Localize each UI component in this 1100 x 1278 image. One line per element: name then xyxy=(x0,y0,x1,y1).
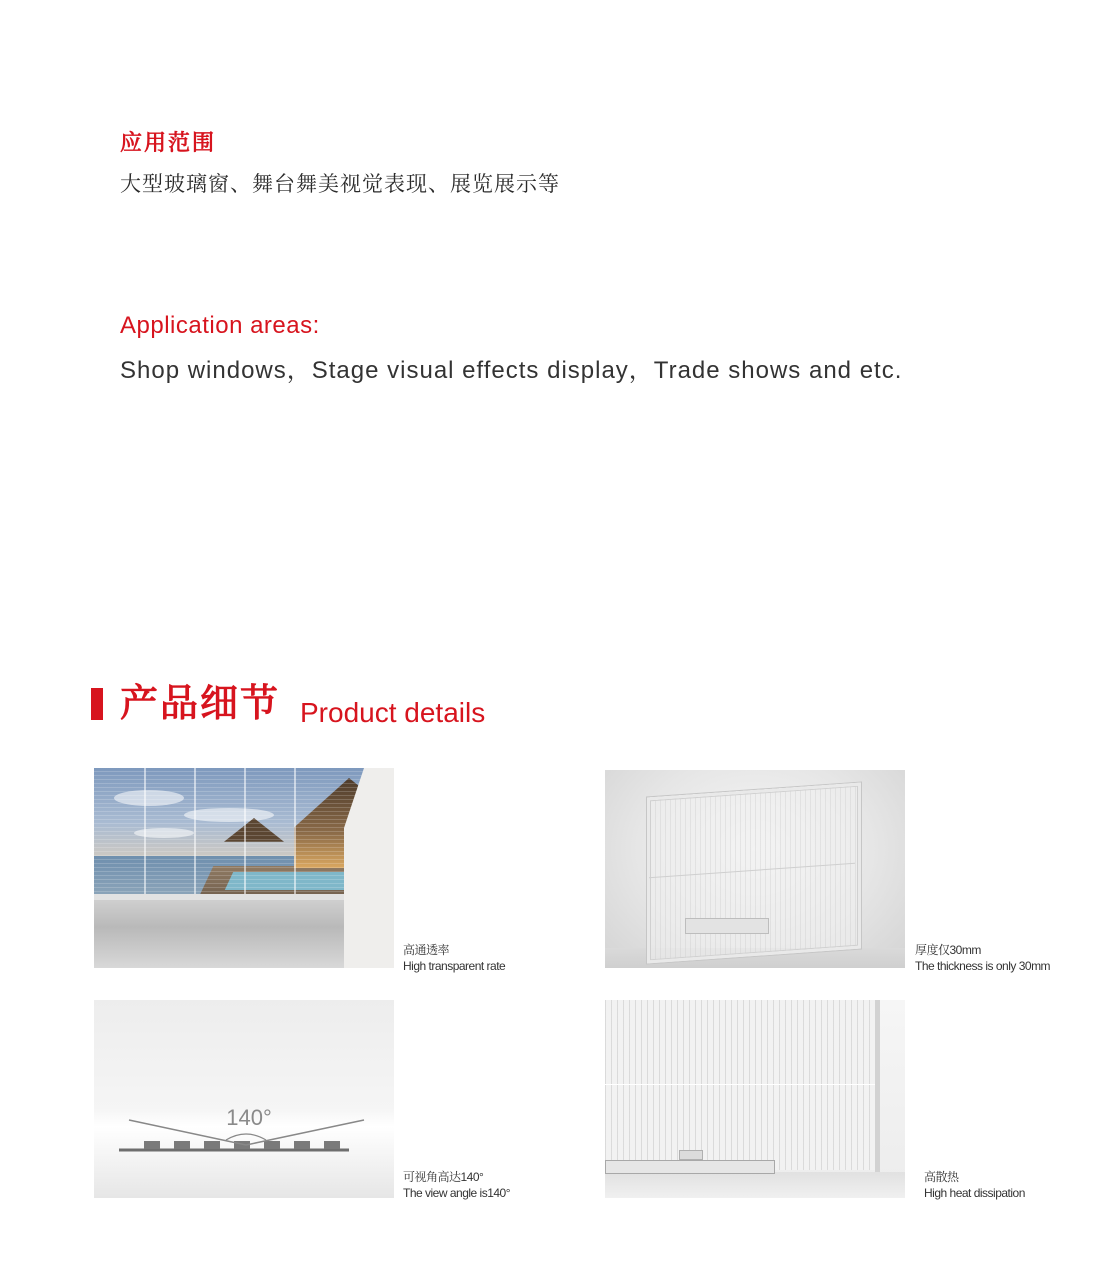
detail-caption-en: High transparent rate xyxy=(403,959,506,973)
detail-caption-cn: 高散热 xyxy=(924,1170,959,1184)
detail-caption-cn: 可视角高达140° xyxy=(403,1170,484,1184)
section-en-title: Product details xyxy=(300,697,486,728)
led-pixel xyxy=(144,1141,160,1149)
photo-panel-midline xyxy=(605,1084,880,1085)
detail-photo-heat-dissipation xyxy=(605,1000,905,1198)
application-cn-title: 应用范围 xyxy=(120,130,217,155)
detail-caption-en: The thickness is only 30mm xyxy=(915,959,1051,973)
led-pixel xyxy=(174,1141,190,1149)
section-cn-title: 产品细节 xyxy=(120,683,281,725)
photo-mullion xyxy=(294,768,296,898)
view-angle-label: 140° xyxy=(226,1105,272,1130)
photo-led-panel xyxy=(647,783,861,964)
detail-caption-en: The view angle is140° xyxy=(403,1186,511,1200)
detail-caption-en: High heat dissipation xyxy=(924,1186,1025,1200)
photo-controller xyxy=(679,1150,703,1160)
photo-led-strips xyxy=(605,1000,880,1170)
photo-floor xyxy=(605,1172,905,1198)
led-pixel xyxy=(324,1141,340,1149)
led-pixel xyxy=(204,1141,220,1149)
detail-caption-cn: 厚度仅30mm xyxy=(915,943,981,957)
detail-photo-thin-panel xyxy=(605,770,905,968)
detail-photo-transparent-window xyxy=(94,768,394,968)
led-pixel xyxy=(294,1141,310,1149)
application-en-title: Application areas: xyxy=(120,312,320,339)
application-cn-text: 大型玻璃窗、舞台舞美视觉表现、展览展示等 xyxy=(120,173,560,196)
led-pixel xyxy=(264,1141,280,1149)
photo-mullion xyxy=(244,768,246,898)
view-angle-diagram xyxy=(94,1000,394,1198)
photo-control-box xyxy=(685,918,769,934)
photo-mullion xyxy=(194,768,196,898)
section-marker-bar xyxy=(91,688,103,720)
photo-frame-post xyxy=(875,1000,880,1180)
photo-base-rail xyxy=(605,1160,775,1174)
photo-mullion xyxy=(144,768,146,898)
application-en-text: Shop windows，Stage visual effects display，Trade shows and etc. xyxy=(120,357,903,384)
detail-caption-cn: 高通透率 xyxy=(403,943,450,957)
view-angle-arc xyxy=(226,1134,266,1140)
detail-photo-view-angle xyxy=(94,1000,394,1198)
